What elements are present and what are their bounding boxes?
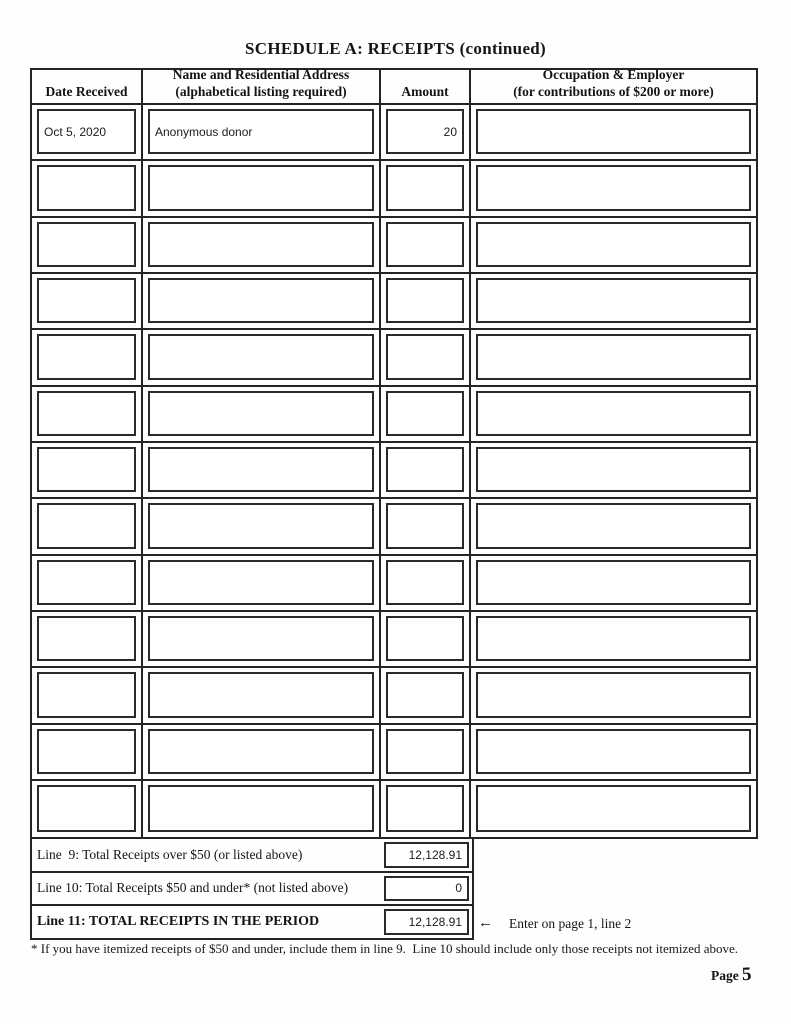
amount-field[interactable]: 20 bbox=[386, 109, 464, 154]
col-header-date-received bbox=[32, 70, 143, 105]
name-field[interactable] bbox=[148, 222, 374, 267]
occupation-field[interactable] bbox=[476, 785, 751, 832]
amount-field[interactable] bbox=[386, 560, 464, 605]
occupation-field[interactable] bbox=[476, 334, 751, 379]
totals-section bbox=[30, 839, 474, 940]
amount-field[interactable] bbox=[386, 334, 464, 379]
amount-field[interactable] bbox=[386, 222, 464, 267]
date-field[interactable] bbox=[37, 391, 136, 436]
occupation-field[interactable] bbox=[476, 165, 751, 210]
name-field[interactable] bbox=[148, 334, 374, 379]
amount-field[interactable] bbox=[386, 278, 464, 323]
col-header-amount bbox=[381, 70, 471, 105]
occupation-field[interactable] bbox=[476, 278, 751, 323]
name-field[interactable] bbox=[148, 165, 374, 210]
amount-field[interactable] bbox=[386, 672, 464, 717]
enter-note-text: Enter on page 1, line 2 bbox=[509, 915, 632, 931]
page-number-value: 5 bbox=[741, 963, 752, 986]
occupation-field[interactable] bbox=[476, 447, 751, 492]
occupation-field[interactable] bbox=[476, 222, 751, 267]
name-field[interactable] bbox=[148, 503, 374, 548]
date-field[interactable] bbox=[37, 616, 136, 661]
col-header-name-line2: (alphabetical listing required) bbox=[175, 83, 347, 99]
name-field[interactable] bbox=[148, 616, 374, 661]
amount-field[interactable] bbox=[386, 785, 464, 832]
occupation-field[interactable] bbox=[476, 560, 751, 605]
occupation-field[interactable] bbox=[476, 503, 751, 548]
line10-amount-field[interactable]: 0 bbox=[384, 876, 469, 902]
date-field[interactable] bbox=[37, 222, 136, 267]
line9-row bbox=[32, 839, 472, 873]
line11-row bbox=[32, 906, 472, 938]
date-field[interactable] bbox=[37, 447, 136, 492]
line10-label: Line 10: Total Receipts $50 and under* (not listed above) bbox=[37, 880, 349, 896]
line11-label: Line 11: TOTAL RECEIPTS IN THE PERIOD bbox=[37, 913, 320, 929]
line11-amount-field[interactable]: 12,128.91 bbox=[384, 909, 469, 935]
occupation-field[interactable] bbox=[476, 672, 751, 717]
page-title: SCHEDULE A: RECEIPTS (continued) bbox=[244, 39, 546, 58]
date-field[interactable] bbox=[37, 278, 136, 323]
name-field[interactable]: Anonymous donor bbox=[148, 109, 374, 154]
enter-on-page1-note bbox=[478, 915, 631, 932]
date-field[interactable] bbox=[37, 503, 136, 548]
name-field[interactable] bbox=[148, 785, 374, 832]
page-label: Page bbox=[711, 968, 739, 983]
name-field[interactable] bbox=[148, 278, 374, 323]
date-field[interactable] bbox=[37, 729, 136, 774]
line10-row bbox=[32, 873, 472, 907]
date-field[interactable] bbox=[37, 334, 136, 379]
col-header-date-line1: Date Received bbox=[45, 83, 128, 99]
name-field[interactable] bbox=[148, 447, 374, 492]
occupation-field[interactable] bbox=[476, 616, 751, 661]
date-field[interactable] bbox=[37, 672, 136, 717]
receipts-table bbox=[30, 68, 758, 839]
name-field[interactable] bbox=[148, 560, 374, 605]
date-field[interactable] bbox=[37, 165, 136, 210]
col-header-occupation-line1: Occupation & Employer bbox=[542, 67, 685, 83]
footnote: * If you have itemized receipts of $50 and under, include them in line 9. Line 10 should include only those receipts not itemized above. bbox=[31, 941, 739, 956]
col-header-occupation-employer bbox=[471, 67, 756, 105]
occupation-field[interactable] bbox=[476, 109, 751, 154]
occupation-field[interactable] bbox=[476, 391, 751, 436]
date-field[interactable] bbox=[37, 785, 136, 832]
col-header-name-address bbox=[143, 67, 381, 105]
amount-field[interactable] bbox=[386, 165, 464, 210]
col-header-amount-line1: Amount bbox=[401, 83, 449, 99]
date-field[interactable] bbox=[37, 560, 136, 605]
amount-field[interactable] bbox=[386, 729, 464, 774]
occupation-field[interactable] bbox=[476, 729, 751, 774]
amount-field[interactable] bbox=[386, 616, 464, 661]
name-field[interactable] bbox=[148, 391, 374, 436]
name-field[interactable] bbox=[148, 729, 374, 774]
left-arrow-icon: ← bbox=[478, 915, 493, 931]
name-field[interactable] bbox=[148, 672, 374, 717]
line9-label: Line 9: Total Receipts over $50 (or listed above) bbox=[37, 846, 303, 862]
amount-field[interactable] bbox=[386, 391, 464, 436]
line9-amount-field[interactable]: 12,128.91 bbox=[384, 842, 469, 868]
col-header-occupation-line2: (for contributions of $200 or more) bbox=[513, 83, 714, 99]
col-header-name-line1: Name and Residential Address bbox=[172, 67, 350, 83]
page-number bbox=[711, 964, 751, 986]
date-field[interactable]: Oct 5, 2020 bbox=[37, 109, 136, 154]
amount-field[interactable] bbox=[386, 447, 464, 492]
amount-field[interactable] bbox=[386, 503, 464, 548]
